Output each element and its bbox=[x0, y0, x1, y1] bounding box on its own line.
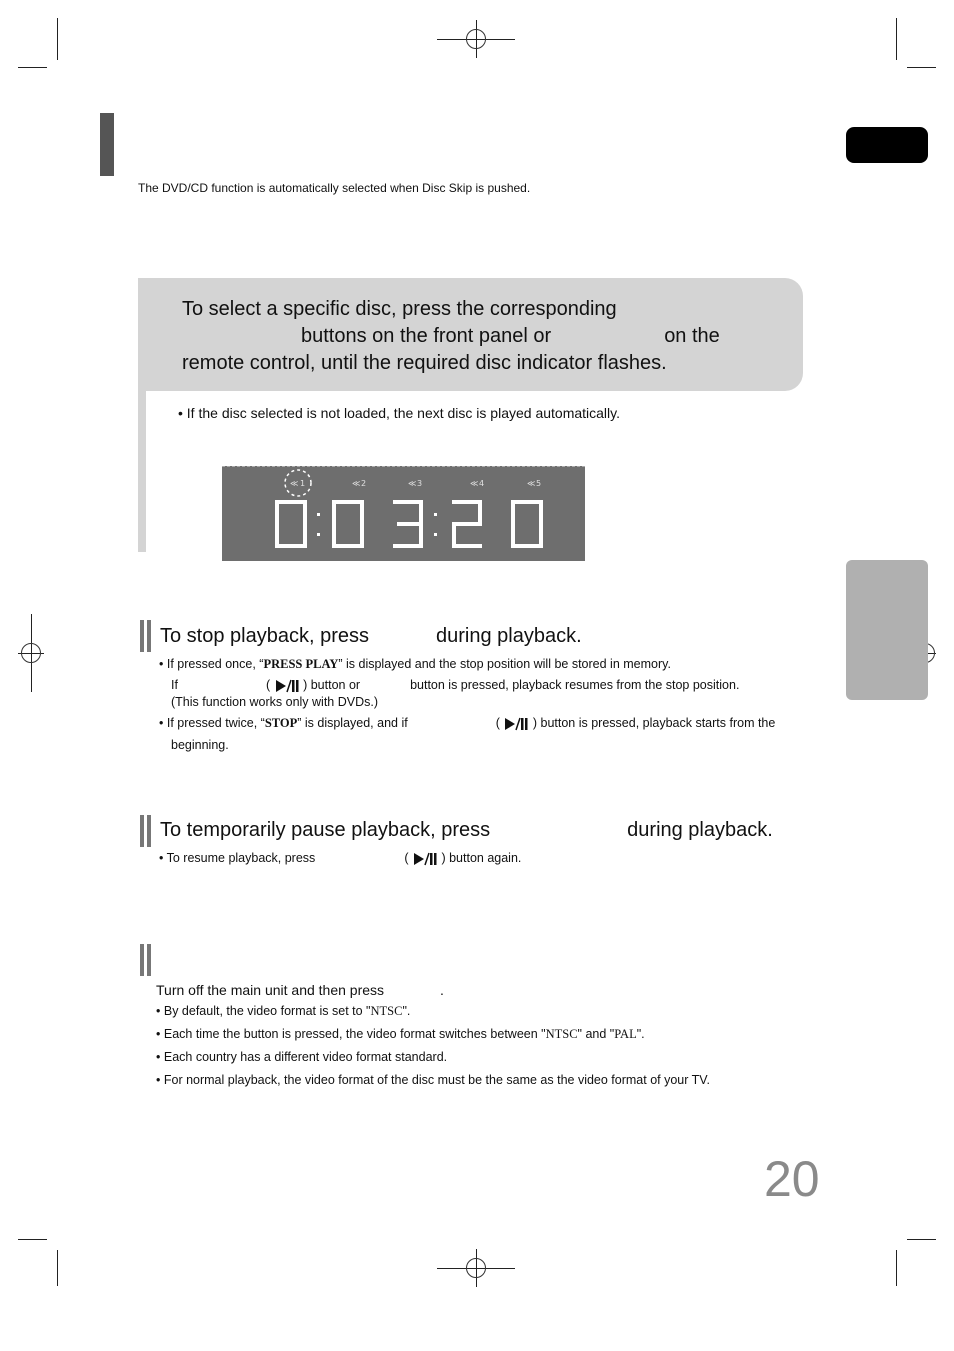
time-readout bbox=[277, 502, 541, 546]
chapter-side-tab bbox=[846, 560, 928, 700]
language-tab bbox=[846, 127, 928, 163]
play-pause-icon bbox=[503, 717, 529, 731]
svg-text:≪: ≪ bbox=[470, 479, 479, 488]
format-bullet-1: • By default, the video format is set to "NTSC". bbox=[156, 1004, 411, 1018]
heading-bar bbox=[147, 620, 151, 652]
page-number: 20 bbox=[764, 1151, 820, 1207]
disc-indicator-1-label: ≪ bbox=[290, 479, 299, 488]
stop-heading-a: To stop playback, press bbox=[160, 625, 369, 647]
instruction-box-rail bbox=[138, 391, 146, 552]
pause-heading bbox=[160, 819, 773, 842]
registration-mark bbox=[466, 1258, 486, 1278]
play-pause-icon bbox=[274, 679, 300, 693]
pause-bullet-1: • To resume playback, press ( ) button again. bbox=[159, 851, 522, 865]
svg-text:≪: ≪ bbox=[352, 479, 361, 488]
pause-heading-a: To temporarily pause playback, press bbox=[160, 819, 491, 841]
stop-bullet-2: • If pressed twice, “STOP” is displayed, and if ( ) button is pressed, playback starts from the bbox=[159, 716, 776, 730]
display-graphic bbox=[222, 467, 585, 561]
instruction-text bbox=[182, 296, 720, 377]
crop-mark bbox=[18, 67, 47, 68]
heading-bar bbox=[140, 620, 144, 652]
intro-note: The DVD/CD function is automatically selected when Disc Skip is pushed. bbox=[138, 181, 531, 195]
instruction-line-2 bbox=[182, 323, 720, 350]
stop-bullet-2-line2: beginning. bbox=[171, 738, 229, 752]
instruction-bullet-text: If the disc selected is not loaded, the next disc is played automatically. bbox=[186, 405, 620, 421]
instruction-bullet: • If the disc selected is not loaded, the next disc is played automatically. bbox=[178, 405, 620, 421]
registration-mark bbox=[21, 643, 41, 663]
instruction-line-2b: on the bbox=[664, 325, 720, 347]
pause-heading-b: during playback. bbox=[627, 819, 773, 841]
section-title-bar bbox=[100, 113, 114, 176]
disc-indicator-3 bbox=[408, 479, 422, 488]
stop-heading-b: during playback. bbox=[436, 625, 582, 647]
digit-sec-ones bbox=[513, 502, 541, 546]
format-bullet-2: • Each time the button is pressed, the video format switches between "NTSC" and "PAL". bbox=[156, 1027, 645, 1041]
disc-indicator-2 bbox=[352, 479, 366, 488]
registration-mark bbox=[466, 29, 486, 49]
digit-sec-tens bbox=[454, 502, 480, 546]
digit-min-ones bbox=[395, 502, 421, 546]
svg-text:4: 4 bbox=[479, 479, 485, 488]
stop-bullet-1-line2: If ( ) button or button is pressed, playback resumes from the stop position. bbox=[171, 678, 740, 692]
crop-mark bbox=[907, 1239, 936, 1240]
heading-bar bbox=[147, 815, 151, 847]
instruction-line-1: To select a specific disc, press the corresponding bbox=[182, 298, 617, 320]
format-lead: Turn off the main unit and then press . bbox=[156, 982, 444, 998]
format-bullet-4: • For normal playback, the video format of the disc must be the same as the video format of your TV. bbox=[156, 1073, 710, 1087]
instruction-line-3: remote control, until the required disc indicator flashes. bbox=[182, 352, 667, 374]
heading-bar bbox=[147, 944, 151, 976]
svg-text:1: 1 bbox=[300, 479, 306, 488]
format-bullet-3: • Each country has a different video format standard. bbox=[156, 1050, 448, 1064]
disc-indicator-1 bbox=[285, 470, 311, 496]
stop-bullet-1-line3: (This function works only with DVDs.) bbox=[171, 695, 379, 709]
play-pause-icon bbox=[412, 852, 438, 866]
digit-min-tens bbox=[334, 502, 362, 546]
front-panel-display bbox=[222, 466, 585, 561]
digit-hour bbox=[277, 502, 305, 546]
crop-mark bbox=[18, 1239, 47, 1240]
svg-text:5: 5 bbox=[536, 479, 542, 488]
svg-text:≪: ≪ bbox=[527, 479, 536, 488]
stop-bullet-1: • If pressed once, “PRESS PLAY” is displayed and the stop position will be stored in memory. bbox=[159, 657, 671, 671]
stop-heading bbox=[160, 625, 582, 648]
heading-bar bbox=[140, 944, 144, 976]
disc-indicator-5 bbox=[527, 479, 541, 488]
crop-mark bbox=[896, 18, 897, 60]
svg-text:≪: ≪ bbox=[408, 479, 417, 488]
disc-indicator-4 bbox=[470, 479, 484, 488]
svg-text:2: 2 bbox=[361, 479, 367, 488]
svg-text:3: 3 bbox=[417, 479, 423, 488]
crop-mark bbox=[907, 67, 936, 68]
instruction-line-2a: buttons on the front panel or bbox=[301, 325, 552, 347]
crop-mark bbox=[896, 1250, 897, 1286]
crop-mark bbox=[57, 18, 58, 60]
heading-bar bbox=[140, 815, 144, 847]
crop-mark bbox=[57, 1250, 58, 1286]
